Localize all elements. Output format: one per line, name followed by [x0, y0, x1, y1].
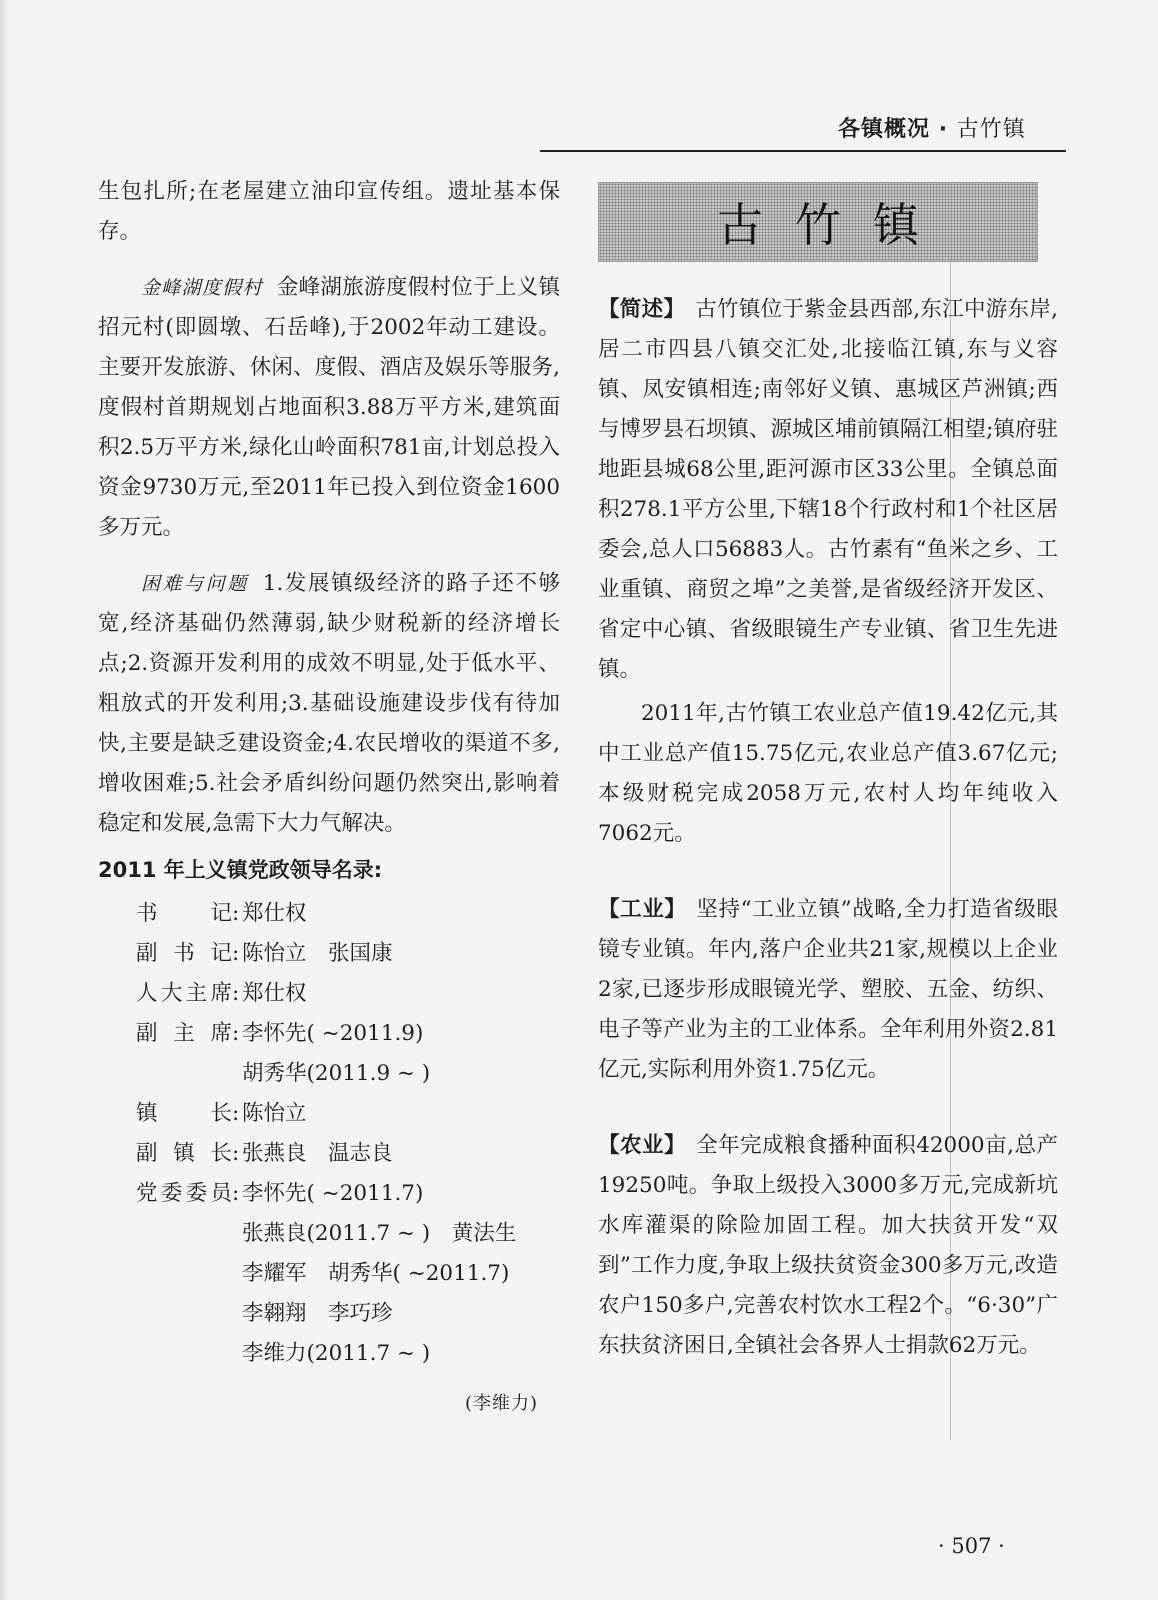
leader-roster [136, 894, 560, 1374]
roster-title: 2011 年上义镇党政领导名录: [98, 858, 383, 882]
resort-paragraph [98, 268, 560, 548]
problems-text: 1.发展镇级经济的路子还不够宽,经济基础仍然薄弱,缺少财税新的经济增长点;2.资源开发利用的成效不明显,处于低水平、粗放式的开发利用;3.基础设施建设步伐有待加快,主要是缺乏建设资金;4.农民增收的渠道不多,增收困难;5.社会矛盾纠纷问题仍然突出,影响着稳定和发展,急需下大力气解决。 [98, 571, 560, 836]
economy-paragraph: 2011年,古竹镇工农业总产值19.42亿元,其中工业总产值15.75亿元,农业总产值3.67亿元;本级财税完成2058万元,农村人均年纯收入7062元。 [598, 701, 1058, 846]
roster-role: 书记 [136, 901, 232, 926]
author-credit: (李维力) [464, 1393, 538, 1414]
roster-names: 李怀先( ~2011.9) [242, 1021, 424, 1046]
roster-names: 李耀军 胡秀华( ~2011.7) [242, 1261, 510, 1286]
running-header [838, 112, 1026, 143]
overview-paragraph [598, 290, 1058, 690]
left-column [98, 172, 560, 1424]
roster-role: 副书记 [136, 941, 232, 966]
roster-names: 郑仕权 [242, 901, 307, 926]
overview-text: 古竹镇位于紫金县西部,东江中游东岸,居二市四县八镇交汇处,北接临江镇,东与义容镇、凤安镇相连;南邻好义镇、惠城区芦洲镇;西与博罗县石坝镇、源城区埔前镇隔江相望;镇府驻地距县城68公里,距河源市区33公里。全镇总面积278.1平方公里,下辖18个行政村和1个社区居委会,总人口56883人。古竹素有“鱼米之乡、工业重镇、商贸之埠”之美誉,是省级经济开发区、省定中心镇、省级眼镜生产专业镇、省卫生先进镇。 [598, 297, 1058, 682]
problems-keyword: 困难与问题 [141, 573, 249, 595]
header-separator: · [938, 117, 949, 142]
roster-names: 陈怡立 [242, 1101, 307, 1126]
agriculture-text: 全年完成粮食播种面积42000亩,总产19250吨。争取上级投入3000多万元,完成新坑水库灌渠的除险加固工程。加大扶贫开发“双到”工作力度,争取上级扶贫资金300多万元,改造农户150多户,完善农村饮水工程2个。“6·30”广东扶贫济困日,全镇社会各界人士捐款62万元。 [598, 1133, 1058, 1358]
roster-names: 郑仕权 [242, 981, 307, 1006]
roster-role: 镇长 [136, 1101, 232, 1126]
problems-paragraph [98, 564, 560, 844]
industry-tag: 【工业】 [598, 897, 687, 922]
roster-row: 副主席 : 李怀先( ~2011.9) [136, 1014, 560, 1054]
roster-role: 副镇长 [136, 1141, 232, 1166]
left-paragraph-1: 生包扎所;在老屋建立油印宣传组。遗址基本保存。 [98, 179, 560, 244]
roster-row-continued [136, 1334, 560, 1374]
roster-row-continued [136, 1054, 560, 1094]
roster-role: 人大主席 [136, 981, 232, 1006]
page-number: · 507 · [938, 1534, 1005, 1558]
article-title: 古竹镇 [717, 198, 951, 252]
roster-row: 书记 : 郑仕权 [136, 894, 560, 934]
roster-names: 陈怡立 张国康 [242, 941, 393, 966]
roster-names: 胡秀华(2011.9 ~ ) [242, 1061, 431, 1086]
roster-names: 张燕良 温志良 [242, 1141, 393, 1166]
roster-names: 李维力(2011.7 ~ ) [242, 1341, 431, 1366]
industry-text: 坚持“工业立镇”战略,全力打造省级眼镜专业镇。年内,落户企业共21家,规模以上企业2家,已逐步形成眼镜光学、塑胶、五金、纺织、电子等产业为主的工业体系。全年利用外资2.81亿元,实际利用外资1.75亿元。 [598, 897, 1058, 1082]
resort-keyword: 金峰湖度假村 [141, 277, 263, 299]
agriculture-paragraph [598, 1126, 1058, 1366]
roster-names: 张燕良(2011.7 ~ ) 黄法生 [242, 1221, 517, 1246]
article-title-box [598, 182, 1038, 262]
header-rule [540, 150, 1066, 152]
roster-role: 副主席 [136, 1021, 232, 1046]
roster-row: 人大主席 : 郑仕权 [136, 974, 560, 1014]
page-edge [0, 0, 10, 1600]
agriculture-tag: 【农业】 [598, 1133, 687, 1158]
resort-text: 金峰湖旅游度假村位于上义镇招元村(即圆墩、石岳峰),于2002年动工建设。主要开发旅游、休闲、度假、酒店及娱乐等服务,度假村首期规划占地面积3.88万平方米,建筑面积2.5万平方米,绿化山岭面积781亩,计划总投入资金9730万元,至2011年已投入到位资金1600多万元。 [98, 275, 560, 540]
header-town: 古竹镇 [956, 117, 1026, 142]
roster-row-continued [136, 1254, 560, 1294]
roster-role: 党委委员 [136, 1181, 232, 1206]
roster-row: 镇长 : 陈怡立 [136, 1094, 560, 1134]
right-column [598, 290, 1058, 1366]
header-section: 各镇概况 [838, 117, 931, 142]
industry-paragraph [598, 890, 1058, 1090]
roster-row: 副镇长 : 张燕良 温志良 [136, 1134, 560, 1174]
roster-row-continued [136, 1294, 560, 1334]
roster-names: 李翱翔 李巧珍 [242, 1301, 393, 1326]
roster-row-continued [136, 1214, 560, 1254]
roster-row: 党委委员 : 李怀先( ~2011.7) [136, 1174, 560, 1214]
roster-row: 副书记 : 陈怡立 张国康 [136, 934, 560, 974]
roster-names: 李怀先( ~2011.7) [242, 1181, 424, 1206]
overview-tag: 【简述】 [598, 297, 686, 322]
